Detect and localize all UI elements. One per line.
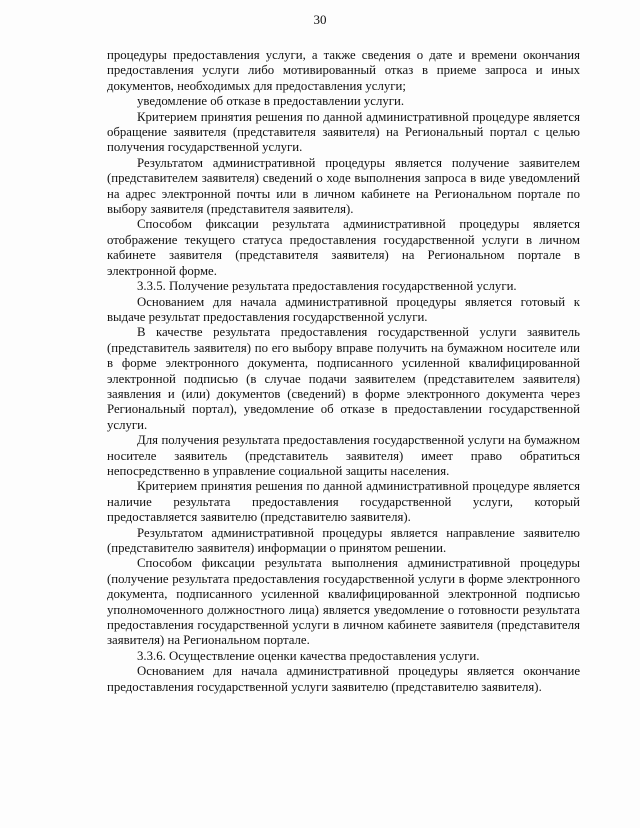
paragraph: Критерием принятия решения по данной административной процедуре является обращение заявителя (представителя заявителя) на Региональный портал с целью получения государственной услуги. bbox=[107, 109, 580, 155]
paragraph: Результатом административной процедуры является получение заявителем (представителем заявителя) сведений о ходе выполнения запроса в виде уведомлений на адрес электронной почты или в личном кабинете на Региональном портале по выбору заявителя (представителя заявителя). bbox=[107, 155, 580, 217]
paragraph: Основанием для начала административной процедуры является готовый к выдаче результат предоставления государственной услуги. bbox=[107, 294, 580, 324]
page-number: 30 bbox=[313, 12, 327, 27]
paragraph: уведомление об отказе в предоставлении услуги. bbox=[137, 94, 405, 109]
section-heading: 3.3.6. Осуществление оценки качества предоставления услуги. bbox=[137, 648, 480, 663]
paragraph: Способом фиксации результата административной процедуры является отображение текущего статуса предоставления государственной услуги в личном кабинете заявителя (представителя заявителя) на Региональном портале в электронной форме. bbox=[107, 217, 580, 278]
document-body bbox=[107, 48, 580, 695]
paragraph: Критерием принятия решения по данной административной процедуре является наличие результата предоставления государственной услуги, который предоставляется заявителю (представителю заявителя). bbox=[107, 479, 580, 525]
paragraph: Способом фиксации результата выполнения административной процедуры (получение результата предоставления государственной услуги в форме электронного документа, подписанного усиленной квалифицированной электронной подписью уполномоченного должностного лица) является уведомление о готовности результата предоставления государственной услуги в личном кабинете заявителя (представителя заявителя) на Региональном портале. bbox=[107, 556, 580, 648]
paragraph: В качестве результата предоставления государственной услуги заявитель (представитель заявителя) по его выбору вправе получить на бумажном носителе или в форме электронного документа, подписанного усиленной квалифицированной электронной подписью (в случае подачи заявителем (представителем заявителя) заявления и (или) документов (сведений) в форме электронного документа через Региональный портал), уведомление об отказе в предоставлении государственной услуги. bbox=[107, 325, 580, 432]
section-heading: 3.3.5. Получение результата предоставления государственной услуги. bbox=[137, 279, 517, 294]
paragraph: Результатом административной процедуры является направление заявителю (представителю заявителя) информации о принятом решении. bbox=[107, 525, 580, 555]
paragraph: Для получения результата предоставления государственной услуги на бумажном носителе заявитель (представитель заявителя) имеет право обратиться непосредственно в управление социальной защиты населения. bbox=[107, 433, 580, 478]
paragraph: Основанием для начала административной процедуры является окончание предоставления государственной услуги заявителю (представителю заявителя). bbox=[107, 664, 580, 694]
paragraph-continuation: процедуры предоставления услуги, а также сведения о дате и времени окончания предоставления услуги либо мотивированный отказ в приеме запроса и иных документов, необходимых для предоставления услуги; bbox=[107, 48, 580, 93]
